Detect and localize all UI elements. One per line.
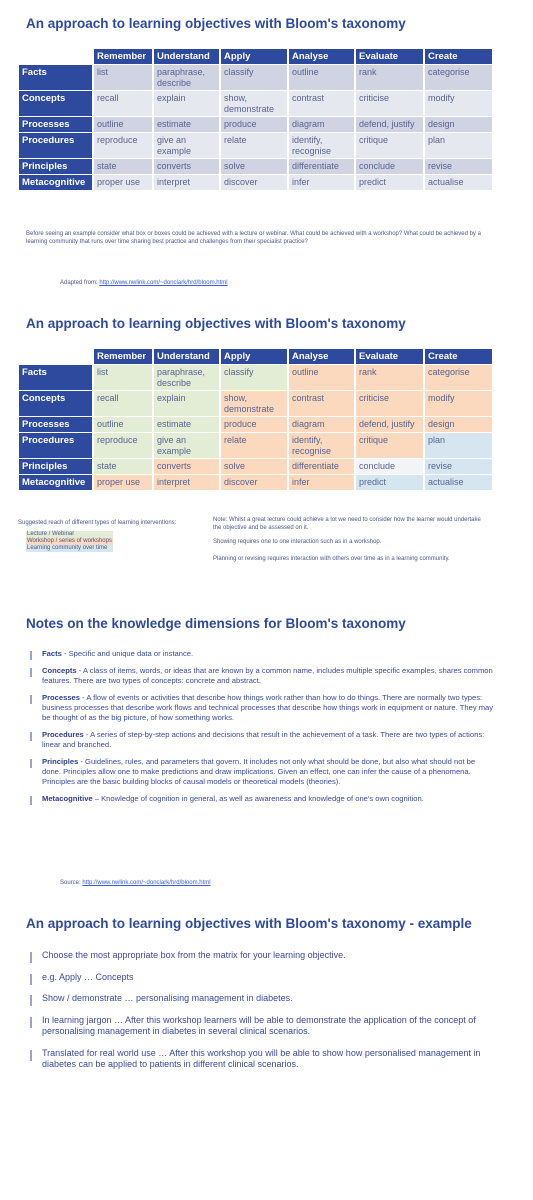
note-term: Procedures: [42, 730, 84, 739]
table-cell: categorise: [425, 65, 492, 90]
col-header: Understand: [154, 49, 219, 64]
table-cell: diagram: [289, 117, 354, 132]
table-cell: state: [94, 159, 152, 174]
table-cell: solve: [221, 159, 287, 174]
legend-title: Suggested reach of different types of learning interventions:: [18, 520, 177, 526]
table-cell: diagram: [289, 417, 354, 432]
table-cell: interpret: [154, 175, 219, 190]
adapted-label: Adapted from:: [60, 280, 100, 286]
col-header: Apply: [221, 49, 287, 64]
slide2-note2: Showing requires one to one interaction such as in a workshop.: [213, 539, 382, 545]
table-row: [19, 433, 492, 458]
table-row: [19, 117, 492, 132]
table-cell: design: [425, 117, 492, 132]
table-cell: actualise: [425, 475, 492, 490]
table-cell: estimate: [154, 417, 219, 432]
table-cell: paraphrase, describe: [154, 365, 219, 390]
table-cell: outline: [289, 65, 354, 90]
table-cell: defend, justify: [356, 417, 423, 432]
table-cell: conclude: [356, 459, 423, 474]
slide3-title: Notes on the knowledge dimensions for Bloom's taxonomy: [26, 616, 406, 631]
row-header: Processes: [19, 117, 92, 132]
source-label: Source:: [60, 880, 83, 886]
note-text: - A class of items, words, or ideas that are known by a common name, includes multiple specific examples, shares common features. There are two types of concepts: concrete and abstract.: [42, 666, 493, 685]
table-cell: show, demonstrate: [221, 91, 287, 116]
table-cell: criticise: [356, 391, 423, 416]
table-cell: converts: [154, 459, 219, 474]
table-row: [19, 91, 492, 116]
example-item: Translated for real world use … After this workshop you will be able to show how personalised management in diabetes can be applied to patients in different clinical scenarios.: [30, 1048, 490, 1071]
table-cell: recall: [94, 91, 152, 116]
example-item: In learning jargon … After this workshop learners will be able to demonstrate the application of the concept of personalising management in diabetes in several clinical scenarios.: [30, 1015, 490, 1038]
table-cell: predict: [356, 175, 423, 190]
table-cell: outline: [94, 417, 152, 432]
row-header: Concepts: [19, 91, 92, 116]
slide1-note: Before seeing an example consider what box or boxes could be achieved with a lecture or webinar. What could be achieved with a workshop? What could be achieved by a learning community that runs over time sharing best practice and challenges from their specialist practice?: [26, 231, 481, 245]
adapted-from: [60, 279, 228, 287]
col-header: Understand: [154, 349, 219, 364]
table-cell: explain: [154, 391, 219, 416]
table-cell: classify: [221, 65, 287, 90]
table-cell: modify: [425, 91, 492, 116]
example-list: [30, 950, 490, 1081]
knowledge-notes-list: [30, 649, 495, 811]
table-cell: actualise: [425, 175, 492, 190]
table-cell: categorise: [425, 365, 492, 390]
table-cell: give an example: [154, 433, 219, 458]
example-item: e.g. Apply … Concepts: [30, 972, 490, 984]
source-link[interactable]: http://www.nwlink.com/~donclark/hrd/bloom.html: [82, 880, 211, 886]
table-cell: conclude: [356, 159, 423, 174]
table-row: [19, 133, 492, 158]
table-cell: produce: [221, 117, 287, 132]
note-text: - Guidelines, rules, and parameters that govern. It includes not only what should be done, but also what should not be done. Principles allow one to make predictions and draw implications. Given an effect, one can infer the cause of a phenomena. Principles are the basic building blocks of causal models or theoretical models (theories).: [42, 757, 476, 786]
table-cell: relate: [221, 433, 287, 458]
note-term: Metacognitive: [42, 794, 93, 803]
bloom-matrix-colored-table: [17, 348, 494, 491]
note-concepts: [30, 666, 495, 686]
table-row: [19, 65, 492, 90]
note-facts: [30, 649, 495, 659]
table-cell: defend, justify: [356, 117, 423, 132]
table-row: [19, 159, 492, 174]
row-header: Concepts: [19, 391, 92, 416]
col-header: Apply: [221, 349, 287, 364]
row-header: Facts: [19, 65, 92, 90]
col-header: Analyse: [289, 349, 354, 364]
table-cell: plan: [425, 133, 492, 158]
table-cell: solve: [221, 459, 287, 474]
note-procedures: [30, 730, 495, 750]
note-processes: [30, 693, 495, 723]
slide2-note3: Planning or revising requires interaction with others over time as in a learning community.: [213, 556, 450, 562]
table-cell: critique: [356, 433, 423, 458]
row-header: Principles: [19, 159, 92, 174]
table-cell: list: [94, 365, 152, 390]
table-cell: reproduce: [94, 133, 152, 158]
note-metacognitive: [30, 794, 495, 804]
adapted-link[interactable]: http://www.nwlink.com/~donclark/hrd/bloom.html: [99, 280, 228, 286]
table-cell: criticise: [356, 91, 423, 116]
table-cell: plan: [425, 433, 492, 458]
table-cell: infer: [289, 475, 354, 490]
table-cell: rank: [356, 365, 423, 390]
table-cell: classify: [221, 365, 287, 390]
table-cell: revise: [425, 459, 492, 474]
table-cell: differentiate: [289, 459, 354, 474]
table-row: [19, 365, 492, 390]
table-cell: infer: [289, 175, 354, 190]
col-header: Create: [425, 49, 492, 64]
note-text: - Specific and unique data or instance.: [61, 649, 194, 658]
row-header: Principles: [19, 459, 92, 474]
note-text: – Knowledge of cognition in general, as well as awareness and knowledge of one's own cognition.: [92, 794, 424, 803]
table-row: [19, 417, 492, 432]
table-row: [19, 475, 492, 490]
table-cell: explain: [154, 91, 219, 116]
col-header: Create: [425, 349, 492, 364]
note-text: - A series of step-by-step actions and decisions that result in the achievement of a task. There are two types of actions: linear and branched.: [42, 730, 485, 749]
table-cell: converts: [154, 159, 219, 174]
slide2-title: An approach to learning objectives with Bloom's taxonomy: [26, 316, 406, 331]
table-cell: produce: [221, 417, 287, 432]
table-cell: identify, recognise: [289, 433, 354, 458]
table-cell: give an example: [154, 133, 219, 158]
table-cell: revise: [425, 159, 492, 174]
table-cell: contrast: [289, 91, 354, 116]
table-row: [19, 459, 492, 474]
table-cell: reproduce: [94, 433, 152, 458]
table-cell: state: [94, 459, 152, 474]
col-header: Analyse: [289, 49, 354, 64]
table-cell: design: [425, 417, 492, 432]
table-cell: recall: [94, 391, 152, 416]
row-header: Procedures: [19, 133, 92, 158]
table-cell: critique: [356, 133, 423, 158]
table-cell: discover: [221, 175, 287, 190]
source: [60, 879, 211, 887]
note-term: Processes: [42, 693, 80, 702]
table-cell: relate: [221, 133, 287, 158]
table-cell: modify: [425, 391, 492, 416]
table-cell: differentiate: [289, 159, 354, 174]
row-header: Metacognitive: [19, 475, 92, 490]
table-cell: list: [94, 65, 152, 90]
table-row: [19, 175, 492, 190]
table-cell: rank: [356, 65, 423, 90]
example-item: Choose the most appropriate box from the matrix for your learning objective.: [30, 950, 490, 962]
table-cell: paraphrase, describe: [154, 65, 219, 90]
note-term: Principles: [42, 757, 79, 766]
slide2-note1: Note: Whilst a great lecture could achieve a lot we need to consider how the learner would undertake the objective and be assessed on it.: [213, 517, 481, 531]
col-header: Evaluate: [356, 349, 423, 364]
table-row: [19, 391, 492, 416]
col-header: Remember: [94, 349, 152, 364]
row-header: Metacognitive: [19, 175, 92, 190]
note-principles: [30, 757, 495, 787]
row-header: Procedures: [19, 433, 92, 458]
table-cell: estimate: [154, 117, 219, 132]
table-cell: outline: [289, 365, 354, 390]
slide1-title: An approach to learning objectives with Bloom's taxonomy: [26, 16, 406, 31]
table-cell: contrast: [289, 391, 354, 416]
table-cell: discover: [221, 475, 287, 490]
note-term: Facts: [42, 649, 62, 658]
note-text: - A flow of events or activities that describe how things work rather than how to do things. There are normally two types: business processes that describe work flows and technical processes that describe how things work in equipment or nature. They may be thought of as the big picture, of how something works.: [42, 693, 494, 722]
table-cell: outline: [94, 117, 152, 132]
example-item: Show / demonstrate … personalising management in diabetes.: [30, 993, 490, 1005]
table-cell: interpret: [154, 475, 219, 490]
row-header: Processes: [19, 417, 92, 432]
table-cell: predict: [356, 475, 423, 490]
col-header: Evaluate: [356, 49, 423, 64]
row-header: Facts: [19, 365, 92, 390]
legend-community: Learning community over time: [26, 545, 113, 552]
legend-lecture: Lecture / Webinar: [26, 531, 113, 538]
note-term: Concepts: [42, 666, 77, 675]
table-cell: show, demonstrate: [221, 391, 287, 416]
bloom-matrix-table: [17, 48, 494, 191]
table-cell: identify, recognise: [289, 133, 354, 158]
legend: [26, 531, 113, 552]
legend-workshop: Workshop / series of workshops: [27, 538, 112, 544]
slide4-title: An approach to learning objectives with Bloom's taxonomy - example: [26, 916, 472, 931]
col-header: Remember: [94, 49, 152, 64]
table-cell: proper use: [94, 175, 152, 190]
table-cell: proper use: [94, 475, 152, 490]
